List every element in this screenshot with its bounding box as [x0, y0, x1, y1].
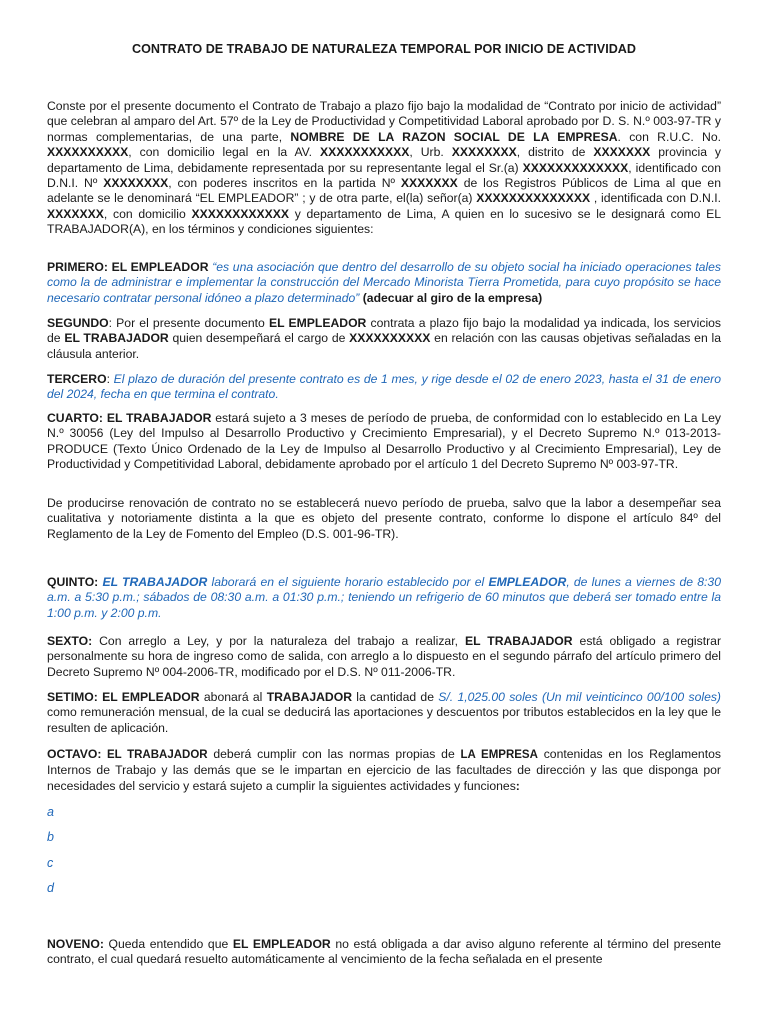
intro-text: , identificado con D.N.I. Nº: [47, 160, 721, 191]
worker-ref: TRABAJADOR: [266, 690, 352, 704]
clause-label: TERCERO: [47, 372, 107, 386]
clause-label: NOVENO:: [47, 937, 104, 951]
company-name: NOMBRE DE LA RAZON SOCIAL DE LA EMPRESA: [290, 129, 618, 144]
intro-text: Conste por el presente documento el Contrato de Trabajo a plazo fijo bajo la modalidad de “Contrato por inicio de actividad” que celebran al amparo del Art. 57º de la Ley de Productividad y Competitividad Laboral aprobado por D. S. N.º 003-97-TR y normas complementarias, de una parte,: [47, 99, 721, 144]
clause-setimo: [47, 690, 721, 736]
clause-text: :: [106, 372, 114, 386]
clause-segundo: [47, 316, 721, 362]
intro-text: , con domicilio: [103, 206, 192, 221]
intro-text: y departamento de Lima, A quien en lo sucesivo se le designará como EL TRABAJADOR(A), en los términos y condiciones siguientes:: [47, 206, 721, 237]
worker-name: XXXXXXXXXXXXXX: [476, 191, 591, 206]
clause-text: contenidas en los Reglamentos Internos de Trabajo y las demás que se le impartan en ejercicio de las facultades de dirección y las que disponga por necesidades del servicio y estará sujeto a cumplir la siguientes actividades y funciones: [47, 747, 721, 793]
clause-label: PRIMERO:: [47, 260, 108, 274]
company-purpose: “es una asociación que dentro del desarrollo de su objeto social ha iniciado operaciones tales como la de administrar e implementar la construcción del Mercado Minorista Tierra Prometida, para cuyo propósito se hace necesario contratar personal idóneo a plazo determinado”: [47, 260, 721, 305]
clause-sexto: [47, 634, 721, 680]
clause-text: Queda entendido que: [103, 937, 233, 951]
clause-text: :: [515, 778, 520, 793]
clause-text: no está obligada a dar aviso alguno referente al término del presente contrato, el cual quedará resuelto automáticamente al vencimiento de la fecha señalada en el presente: [47, 937, 721, 967]
function-item-a: a: [47, 805, 54, 819]
contract-duration: El plazo de duración del presente contrato es de 1 mes, y rige desde el 02 de enero 2023, hasta el 31 de enero del 2024, fecha en que termina el contrato.: [47, 372, 721, 402]
worker-ref: EL TRABAJADOR: [98, 575, 208, 589]
function-item-d: d: [47, 881, 54, 895]
clause-text: estará sujeto a 3 meses de período de prueba, de conformidad con lo establecido en La Ley N.º 30056 (Ley del Impulso al Desarrollo Productivo y Crecimiento Empresarial), y el Decreto Supremo N.º 013-2013-PRODUCE (Texto Único Ordenado de la Ley de Impulso al Desarrollo Productivo y al Crecimiento Empresarial), Ley de Productividad y Competitividad Laboral, debidamente aprobado por el artículo 1 del Decreto Supremo Nº 003-97-TR.: [47, 411, 721, 472]
clause-text: : Por el presente documento: [108, 316, 269, 330]
clause-noveno: [47, 937, 721, 968]
function-item-c: c: [47, 856, 54, 870]
worker-ref: EL TRABAJADOR: [464, 634, 573, 648]
clause-quinto: [47, 575, 721, 621]
adapt-note: (adecuar al giro de la empresa): [359, 290, 543, 305]
employer-ref: EL EMPLEADOR: [107, 260, 209, 274]
clause-label: QUINTO:: [47, 575, 99, 589]
intro-text: , identificada con D.N.I.: [590, 191, 721, 206]
clause-text: en relación con las causas objetivas señaladas en la cláusula anterior.: [47, 331, 721, 361]
intro-text: , Urb.: [409, 145, 452, 160]
clause-primero: [47, 260, 721, 306]
clause-tercero: [47, 372, 721, 403]
intro-text: , con poderes inscritos en la partida Nº: [168, 176, 401, 191]
partida-value: XXXXXXX: [400, 176, 458, 191]
avenue-value: XXXXXXXXXXX: [320, 145, 410, 160]
clause-label: OCTAVO:: [47, 747, 102, 761]
clause-octavo: [47, 747, 721, 794]
work-schedule: , de lunes a viernes de 8:30 a.m. a 5:30 p.m.; sábados de 08:30 a.m. a 01:30 p.m.; teniendo un refrigerio de 60 minutos que deberá ser tomado entre la 1:00 p.m. y 2:00 p.m.: [47, 575, 721, 620]
employer-ref: EL EMPLEADOR: [268, 316, 367, 330]
employer-ref: EL EMPLEADOR: [97, 690, 200, 704]
clause-text: quien desempeñará el cargo de: [168, 331, 350, 346]
clause-text: como remuneración mensual, de la cual se deducirá las aportaciones y descuentos por tributos establecidos en la ley que le resulten de aplicación.: [47, 705, 721, 735]
function-item-b: b: [47, 830, 54, 844]
clause-text: está obligado a registrar personalmente su hora de ingreso como de salida, con arreglo a lo dispuesto en el segundo párrafo del artículo primero del Decreto Supremo Nº 004-2006-TR, modificado por el D.S. Nº 011-2006-TR.: [47, 634, 722, 679]
employer-ref: EL EMPLEADOR: [232, 937, 331, 951]
job-title-value: XXXXXXXXXX: [349, 331, 431, 346]
representative-name: XXXXXXXXXXXXX: [522, 160, 629, 175]
intro-text: provincia y departamento de Lima, debidamente representada por su representante legal el Sr.(a): [47, 145, 722, 175]
intro-text: . con R.U.C. No.: [617, 129, 721, 144]
document-title: CONTRATO DE TRABAJO DE NATURALEZA TEMPORAL POR INICIO DE ACTIVIDAD: [132, 42, 636, 56]
worker-dni: XXXXXXX: [47, 206, 104, 221]
district-value: XXXXXXX: [593, 145, 651, 160]
intro-text: de los Registros Públicos de Lima al que en adelante se le denominará “EL EMPLEADOR” ; y de otra parte, el(la) señor(a): [47, 176, 721, 206]
company-ref: LA EMPRESA: [460, 749, 538, 761]
clause-label: CUARTO:: [47, 411, 103, 425]
intro-paragraph: [47, 99, 721, 238]
ruc-value: XXXXXXXXXX: [47, 145, 129, 160]
worker-ref: EL TRABAJADOR: [64, 331, 169, 346]
worker-ref: EL TRABAJADOR: [101, 749, 208, 761]
clause-text: la cantidad de: [352, 690, 439, 704]
salary-amount: S/. 1,025.00 soles (Un mil veinticinco 00/100 soles): [438, 690, 721, 704]
worker-ref: EL TRABAJADOR: [102, 411, 212, 425]
employer-ref: EMPLEADOR: [488, 575, 567, 589]
intro-text: , distrito de: [516, 145, 594, 160]
clause-label: SEXTO:: [47, 634, 93, 648]
renewal-paragraph: De producirse renovación de contrato no se establecerá nuevo período de prueba, salvo que la labor a desempeñar sea cualitativa y notoriamente distinta a la que es objeto del presente contrato, conforme lo dispone el artículo 84º del Reglamento de la Ley de Fomento del Empleo (D.S. 001-96-TR).: [47, 496, 721, 541]
clause-text: abonará al: [199, 690, 267, 704]
clause-cuarto: [47, 411, 721, 473]
clause-text: Con arreglo a Ley, y por la naturaleza del trabajo a realizar,: [92, 634, 465, 648]
clause-text: contrata a plazo fijo bajo la modalidad ya indicada, los servicios de: [47, 316, 722, 346]
clause-label: SEGUNDO: [47, 316, 109, 330]
intro-text: , con domicilio legal en la AV.: [128, 145, 320, 160]
worker-address: XXXXXXXXXXXX: [191, 206, 289, 221]
clause-label: SETIMO:: [47, 690, 98, 704]
clause-text: deberá cumplir con las normas propias de: [207, 747, 461, 761]
clause-text: laborará en el siguiente horario establecido por el: [207, 575, 489, 589]
urbanization-value: XXXXXXXX: [451, 145, 517, 160]
representative-dni: XXXXXXXX: [103, 176, 169, 191]
